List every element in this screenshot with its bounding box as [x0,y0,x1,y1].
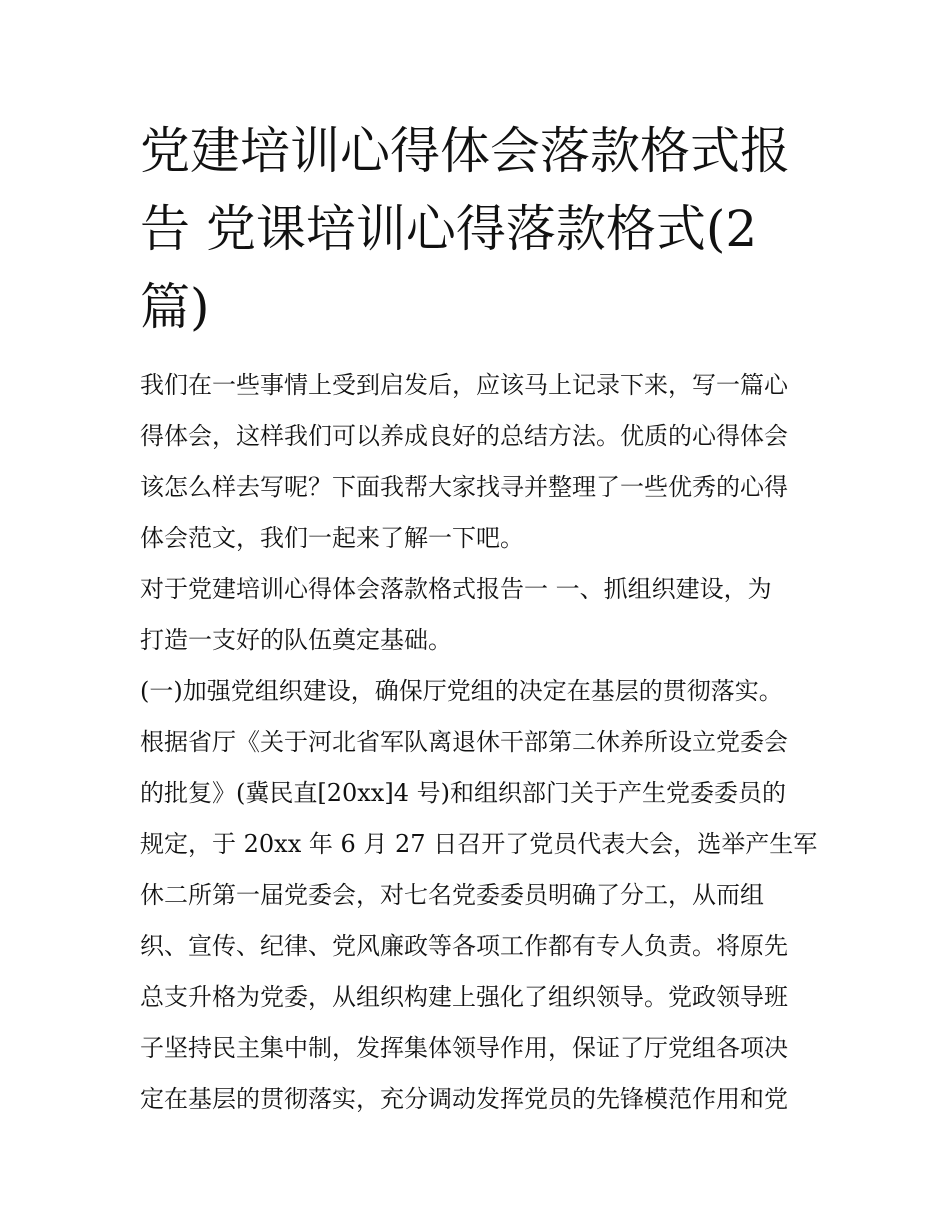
body-line: 对于党建培训心得体会落款格式报告一 一、抓组织建设，为 [140,575,772,603]
body-line: 总支升格为党委，从组织构建上强化了组织领导。党政领导班 [140,983,788,1011]
body-line: 规定，于 20xx 年 6 月 27 日召开了党员代表大会，选举产生军 [140,830,818,858]
body-line: 打造一支好的队伍奠定基础。 [140,626,452,654]
title-line: 党建培训心得体会落款格式报 [140,122,790,180]
body-line: 我们在一些事情上受到启发后，应该马上记录下来，写一篇心 [140,371,788,399]
body-line: 织、宣传、纪律、党风廉政等各项工作都有专人负责。将原先 [140,932,788,960]
body-line: 得体会，这样我们可以养成良好的总结方法。优质的心得体会 [140,422,788,450]
body-line: 休二所第一届党委会，对七名党委委员明确了分工，从而组 [140,881,764,909]
document-title [140,112,820,346]
title-line: 告 党课培训心得落款格式(2 [140,200,758,258]
document-body [140,360,820,1125]
body-line: (一)加强党组织建设，确保厅党组的决定在基层的贯彻落实。 [140,677,783,705]
title-line: 篇) [140,278,210,336]
body-line: 定在基层的贯彻落实，充分调动发挥党员的先锋模范作用和党 [140,1085,788,1113]
body-line: 该怎么样去写呢？下面我帮大家找寻并整理了一些优秀的心得 [140,473,788,501]
body-line: 根据省厅《关于河北省军队离退休干部第二休养所设立党委会 [140,728,788,756]
body-line: 子坚持民主集中制，发挥集体领导作用，保证了厅党组各项决 [140,1034,788,1062]
body-line: 的批复》(冀民直[20xx]4 号)和组织部门关于产生党委委员的 [140,779,786,807]
document-page [140,112,820,1125]
body-line: 体会范文，我们一起来了解一下吧。 [140,524,524,552]
